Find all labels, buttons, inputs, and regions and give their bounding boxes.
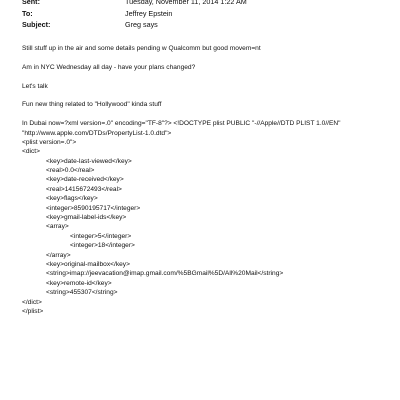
xml-line-array-close: </array> (46, 251, 71, 259)
body-paragraph-1: Still stuff up in the air and some details pending w Qualcomm but good movem=nt (22, 45, 261, 52)
xml-line-key-date-last-viewed: <key>date-last-viewed</key> (46, 157, 132, 165)
header-row-subject (22, 19, 382, 31)
xml-line-dubai: In Dubai now=?xml version=.0" encoding="TF-8"?> <!DOCTYPE plist PUBLIC "-//Apple//DTD PLIST 1.0//EN" (22, 120, 341, 128)
xml-line-integer-flags: <integer>8590195717</integer> (46, 204, 141, 212)
body-paragraph-2: Am in NYC Wednesday all day - have your plans changed? (22, 63, 196, 71)
sent-value: Tuesday, November 11, 2014 1:22 AM (125, 0, 247, 6)
email-body (22, 44, 382, 316)
header-row-sent (22, 0, 382, 8)
subject-label: Subject: (22, 20, 51, 29)
xml-line-string-remote-id: <string>455307</string> (46, 289, 118, 297)
xml-line-dtd-url: "http://www.apple.com/DTDs/PropertyList-1.0.dtd"> (22, 129, 172, 137)
xml-line-key-remote-id: <key>remote-id</key> (46, 279, 112, 287)
xml-line-array-open: <array> (46, 223, 69, 231)
xml-line-real-received: <real>1415672493</real> (46, 185, 122, 193)
to-label: To: (22, 8, 33, 18)
sent-label: Sent: (22, 0, 40, 6)
xml-line-integer-5: <integer>5</integer> (70, 232, 132, 240)
body-paragraph-4: Fun new thing related to "Hollywood" kinda stuff (22, 101, 162, 109)
xml-line-dict-open: <dict> (22, 148, 40, 156)
xml-line-string-mailbox: <string>imap://jeevacation@imap.gmail.com/%5BGmail%5D/All%20Mail</string> (46, 270, 284, 278)
xml-line-dict-close: </dict> (22, 298, 42, 306)
xml-line-plist-close: </plist> (22, 307, 44, 315)
xml-line-key-gmail-label-ids: <key>gmail-label-ids</key> (46, 214, 127, 222)
xml-line-key-flags: <key>flags</key> (46, 195, 98, 203)
subject-value: Greg says (125, 20, 158, 29)
body-paragraph-3: Let's talk (22, 82, 48, 90)
xml-line-integer-18: <integer>18</integer> (70, 242, 135, 250)
xml-line-plist-open: <plist version=.0"> (22, 138, 77, 146)
xml-line-real-0: <real>0.0</real> (46, 167, 95, 175)
email-header (22, 0, 382, 31)
xml-line-key-original-mailbox: <key>original-mailbox</key> (46, 260, 130, 268)
header-row-to (22, 8, 382, 20)
xml-line-key-date-received: <key>date-received</key> (46, 176, 124, 184)
to-value: Jeffrey Epstein (125, 8, 173, 18)
